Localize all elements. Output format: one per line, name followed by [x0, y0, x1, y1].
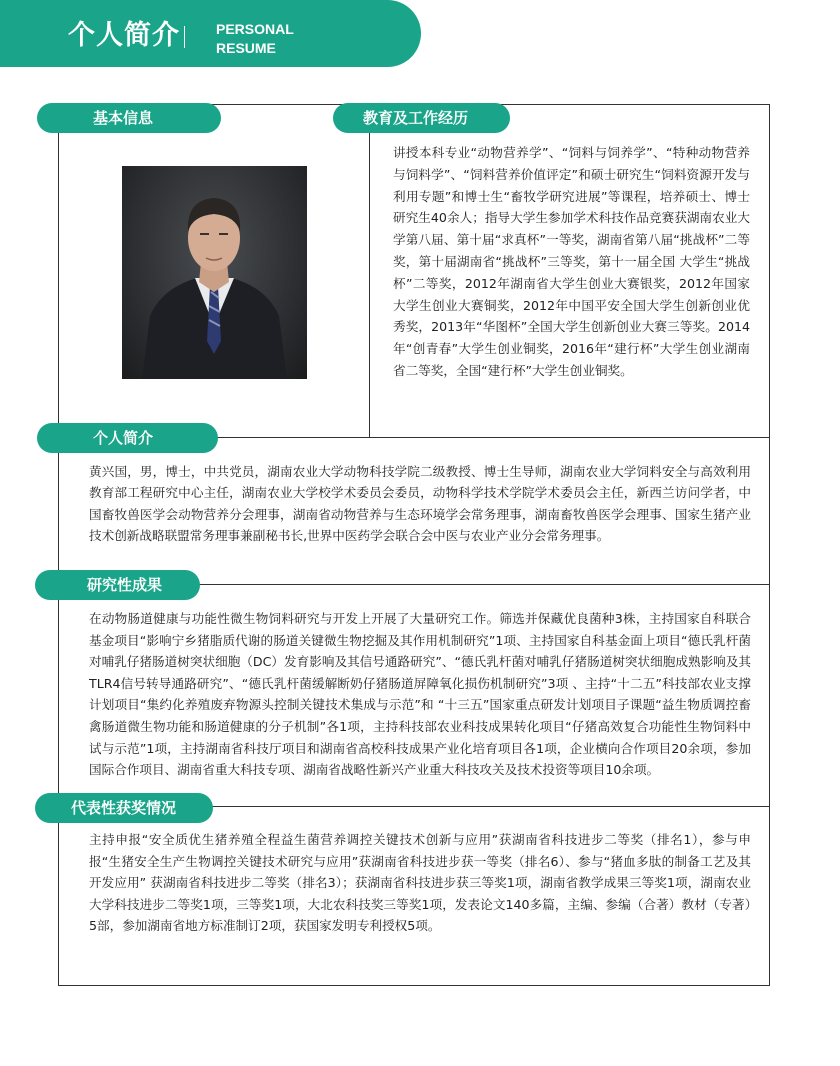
section-label-basic-info: 基本信息	[37, 103, 221, 133]
research-text: 在动物肠道健康与功能性微生物饲料研究与开发上开展了大量研究工作。筛选并保藏优良菌种3株，主持国家自科联合基金项目“影响宁乡猪脂质代谢的肠道关键微生物挖掘及其作用机制研究”1项、主持国家自科基金面上项目“德氏乳杆菌对哺乳仔猪肠道树突状细胞（DC）发育影响及其信号通路研究”、“德氏乳杆菌对哺乳仔猪肠道树突状细胞成熟影响及其TLR4信号转导通路研究”、“德氏乳杆菌缓解断奶仔猪肠道屏障氧化损伤机制研究”3项 、主持“十二五”科技部农业支撑计划项目“集约化养殖废弃物源头控制关键技术集成与示范”和 “十三五”国家重点研发计划项目子课题“益生物质调控畜禽肠道微生物功能和肠道健康的分子机制”各1项，主持科技部农业科技成果转化项目“仔猪高效复合功能性生物饲料中试与示范”1项，主持湖南省科技厅项目和湖南省高校科技成果产业化培育项目各1项，企业横向合作项目20余项，参加国际合作项目、湖南省重大科技专项、湖南省战略性新兴产业重大科技攻关及技术投资等项目10余项。	[89, 611, 751, 778]
section-label-profile: 个人简介	[37, 423, 218, 453]
section-label-education: 教育及工作经历	[333, 103, 510, 133]
profile-text: 黄兴国，男，博士，中共党员，湖南农业大学动物科技学院二级教授、博士生导师，湖南农业大学饲料安全与高效利用教育部工程研究中心主任，湖南农业大学校学术委员会委员，动物科学技术学院学术委员会主任，新西兰访问学者，中国畜牧兽医学会动物营养分会理事，湖南省动物营养与生态环境学会常务理事，湖南畜牧兽医学会理事、国家生猪产业技术创新战略联盟常务理事兼副秘书长,世界中医药学会联合会中医与农业产业分会常务理事。	[89, 464, 751, 543]
frame-bottom-border	[58, 985, 770, 986]
header-banner	[0, 0, 421, 67]
portrait-illustration	[122, 166, 307, 379]
portrait-photo	[122, 166, 307, 379]
section-label-awards: 代表性获奖情况	[35, 793, 213, 823]
education-text: 讲授本科专业“动物营养学”、“饲料与饲养学”、“特种动物营养与饲料学”、“饲料营养价值评定”和硕士研究生“饲料资源开发与利用专题”和博士生“畜牧学研究进展”等课程，培养硕士、博士研究生40余人；指导大学生参加学术科技作品竞赛获湖南农业大学第八届、第十届“求真杯”一等奖，湖南省第八届“挑战杯”二等奖，第十届湖南省“挑战杯”三等奖，第十一届全国 大学生“挑战杯”二等奖，2012年湖南省大学生创业大赛银奖，2012年国家大学生创业大赛铜奖，2012年中国平安全国大学生创新创业优秀奖，2013年“华图杯”全国大学生创新创业大赛三等奖。2014年“创青春”大学生创业铜奖，2016年“建行杯”大学生创业湖南省二等奖，全国“建行杯”大学生创业铜奖。	[393, 145, 750, 378]
header-separator	[184, 26, 185, 48]
page-title: 个人简介	[68, 20, 180, 51]
frame-right-border	[769, 104, 770, 985]
section-label-research: 研究性成果	[35, 570, 200, 600]
header-english-line2: RESUME	[216, 40, 276, 56]
column-divider	[369, 104, 370, 437]
awards-text: 主持申报“安全质优生猪养殖全程益生菌营养调控关键技术创新与应用”获湖南省科技进步二等奖（排名1），参与申报“生猪安全生产生物调控关键技术研究与应用”获湖南省科技进步获一等奖（排名6）、参与“猪血多肽的制备工艺及其开发应用” 获湖南省科技进步二等奖（排名3）；获湖南省科技进步获三等奖1项，湖南省教学成果三等奖1项，湖南农业大学科技进步二等奖1项，三等奖1项，大北农科技奖三等奖1项，发表论文140多篇，主编、参编（合著）教材（专著）5部，参加湖南省地方标准制订2项，获国家发明专利授权5项。	[89, 832, 751, 934]
header-english-title	[216, 20, 294, 58]
frame-left-border	[58, 104, 59, 985]
header-english-line1: PERSONAL	[216, 21, 294, 37]
